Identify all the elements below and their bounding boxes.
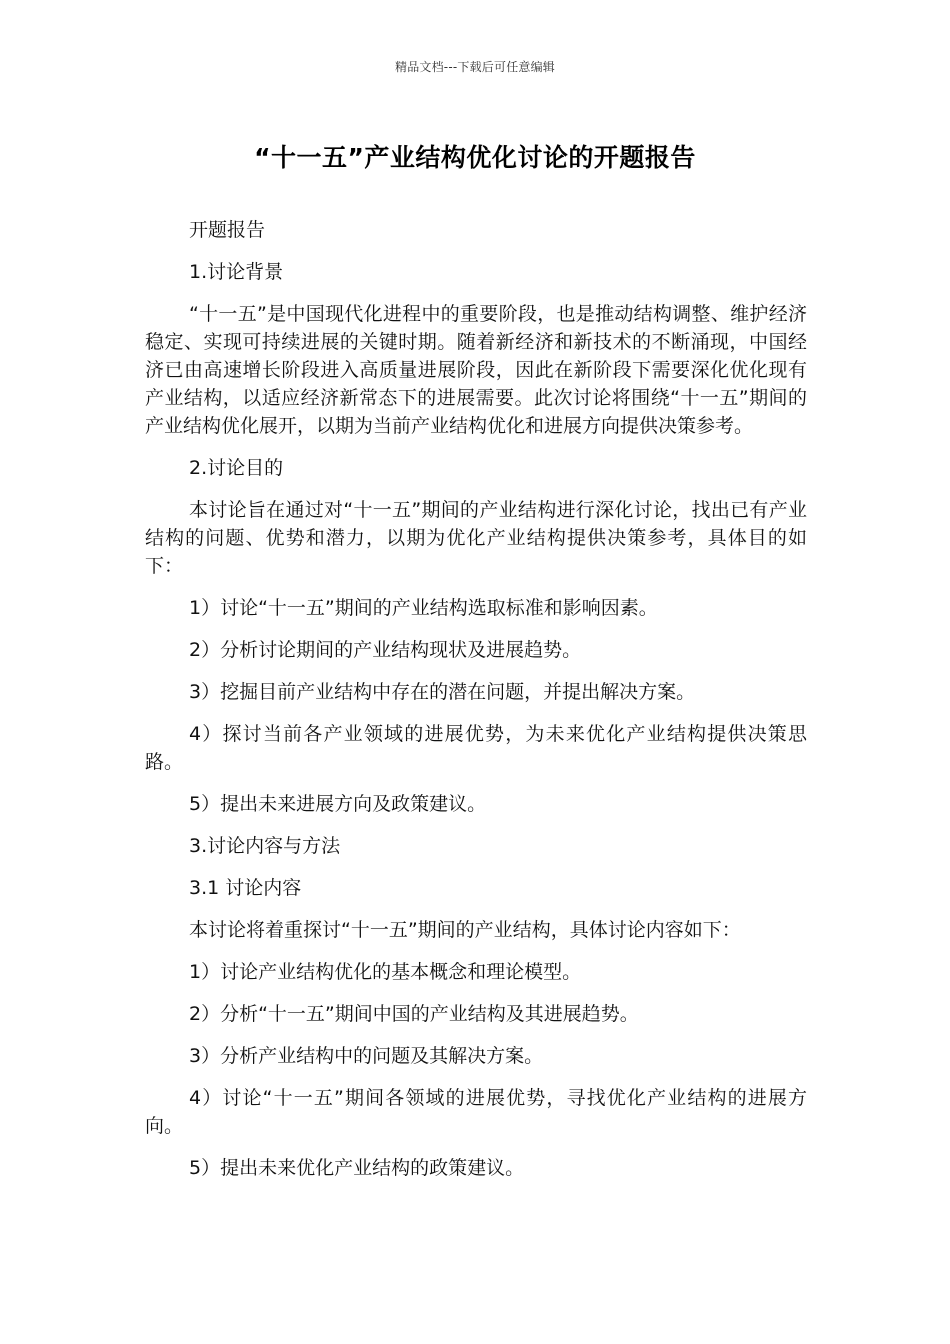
subsection-heading-content: 3.1 讨论内容 <box>189 877 302 899</box>
purpose-item-5: 5）提出未来进展方向及政策建议。 <box>189 793 487 815</box>
document-body <box>145 216 807 1196</box>
content-item-3: 3）分析产业结构中的问题及其解决方案。 <box>189 1045 544 1067</box>
section-heading-content-method: 3.讨论内容与方法 <box>189 835 341 857</box>
purpose-item-2: 2）分析讨论期间的产业结构现状及进展趋势。 <box>189 639 582 661</box>
document-title: “十一五”产业结构优化讨论的开题报告 <box>254 143 696 172</box>
background-paragraph: “十一五”是中国现代化进程中的重要阶段，也是推动结构调整、维护经济稳定、实现可持续进展的关键时期。随着新经济和新技术的不断涌现，中国经济已由高速增长阶段进入高质量进展阶段，因此在新阶段下需要深化优化现有产业结构，以适应经济新常态下的进展需要。此次讨论将围绕“十一五”期间的产业结构优化展开，以期为当前产业结构优化和进展方向提供决策参考。 <box>145 303 807 437</box>
purpose-item-3: 3）挖掘目前产业结构中存在的潜在问题，并提出解决方案。 <box>189 681 696 703</box>
header-note: 精品文档---下载后可任意编辑 <box>395 60 555 74</box>
content-item-5: 5）提出未来优化产业结构的政策建议。 <box>189 1157 525 1179</box>
section-heading-purpose: 2.讨论目的 <box>189 457 284 479</box>
purpose-item-1: 1）讨论“十一五”期间的产业结构选取标准和影响因素。 <box>189 597 658 619</box>
section-heading-background: 1.讨论背景 <box>189 261 284 283</box>
content-item-4: 4）讨论“十一五”期间各领域的进展优势，寻找优化产业结构的进展方向。 <box>145 1087 807 1137</box>
content-item-2: 2）分析“十一五”期间中国的产业结构及其进展趋势。 <box>189 1003 639 1025</box>
purpose-item-4: 4）探讨当前各产业领域的进展优势，为未来优化产业结构提供决策思路。 <box>145 723 807 773</box>
heading-report: 开题报告 <box>189 219 266 241</box>
content-item-1: 1）讨论产业结构优化的基本概念和理论模型。 <box>189 961 582 983</box>
purpose-paragraph: 本讨论旨在通过对“十一五”期间的产业结构进行深化讨论，找出已有产业结构的问题、优势和潜力，以期为优化产业结构提供决策参考，具体目的如下： <box>145 499 807 577</box>
content-intro-paragraph: 本讨论将着重探讨“十一五”期间的产业结构，具体讨论内容如下： <box>189 919 741 941</box>
